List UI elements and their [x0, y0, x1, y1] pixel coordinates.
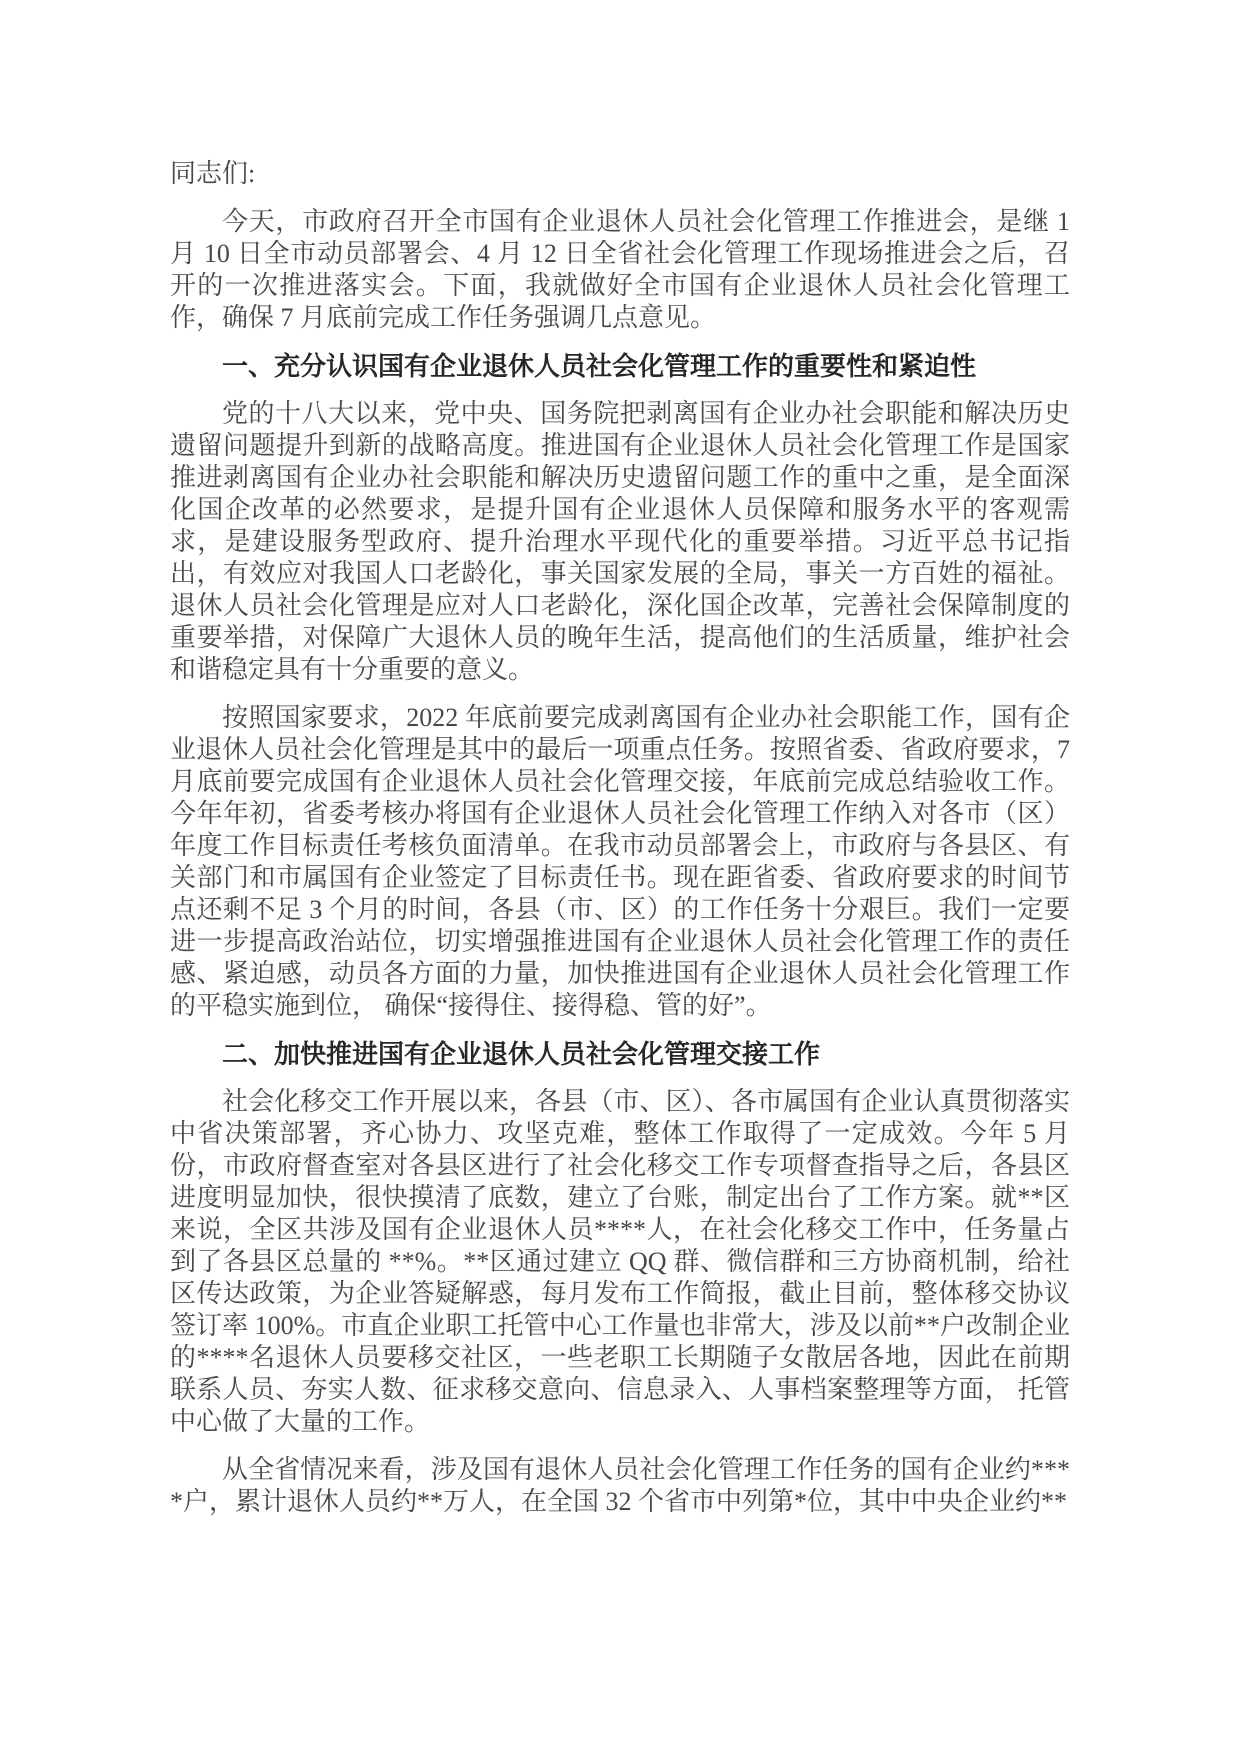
- paragraph-handover-progress: 社会化移交工作开展以来，各县（市、区）、各市属国有企业认真贯彻落实中省决策部署，齐心协力、攻坚克难，整体工作取得了一定成效。今年 5 月份，市政府督查室对各县区进行了社会化移交工作专项督查指导之后，各县区进度明显加快，很快摸清了底数，建立了台账，制定出台了工作方案。就**区来说，全区共涉及国有企业退休人员****人，在社会化移交工作中，任务量占到了各县区总量的 **%。**区通过建立 QQ 群、微信群和三方协商机制，给社区传达政策，为企业答疑解惑，每月发布工作简报，截止目前，整体移交协议签订率 100%。市直企业职工托管中心工作量也非常大，涉及以前**户改制企业的****名退休人员要移交社区，一些老职工长期随子女散居各地，因此在前期联系人员、夯实人数、征求移交意向、信息录入、人事档案整理等方面， 托管中心做了大量的工作。: [170, 1087, 1070, 1436]
- paragraph-importance-2: 按照国家要求，2022 年底前要完成剥离国有企业办社会职能工作，国有企业退休人员社会化管理是其中的最后一项重点任务。按照省委、省政府要求，7 月底前要完成国有企业退休人员社会化管理交接，年底前完成总结验收工作。今年年初，省委考核办将国有企业退休人员社会化管理工作纳入对各市（区）年度工作目标责任考核负面清单。在我市动员部署会上，市政府与各县区、有关部门和市属国有企业签定了目标责任书。现在距省委、省政府要求的时间节点还剩不足 3 个月的时间，各县（市、区）的工作任务十分艰巨。我们一定要进一步提高政治站位，切实增强推进国有企业退休人员社会化管理工作的责任感、紧迫感，动员各方面的力量，加快推进国有企业退休人员社会化管理工作的平稳实施到位， 确保“接得住、接得稳、管的好”。: [170, 703, 1070, 1020]
- paragraph-intro: 今天，市政府召开全市国有企业退休人员社会化管理工作推进会，是继 1 月 10 日全市动员部署会、4 月 12 日全省社会化管理工作现场推进会之后，召开的一次推进落实会。下面，我就做好全市国有企业退休人员社会化管理工作，确保 7 月底前完成工作任务强调几点意见。: [170, 207, 1070, 332]
- section-heading-1: 一、充分认识国有企业退休人员社会化管理工作的重要性和紧迫性: [222, 351, 977, 381]
- paragraph-province-overview: 从全省情况来看，涉及国有退休人员社会化管理工作任务的国有企业约****户，累计退休人员约**万人，在全国 32 个省市中列第*位，其中中央企业约**: [170, 1455, 1070, 1516]
- paragraph-importance-1: 党的十八大以来，党中央、国务院把剥离国有企业办社会职能和解决历史遗留问题提升到新的战略高度。推进国有企业退休人员社会化管理工作是国家推进剥离国有企业办社会职能和解决历史遗留问题工作的重中之重，是全面深化国企改革的必然要求，是提升国有企业退休人员保障和服务水平的客观需求，是建设服务型政府、提升治理水平现代化的重要举措。习近平总书记指出，有效应对我国人口老龄化，事关国家发展的全局，事关一方百姓的福祉。退休人员社会化管理是应对人口老龄化，深化国企改革，完善社会保障制度的重要举措，对保障广大退休人员的晚年生活，提高他们的生活质量，维护社会和谐稳定具有十分重要的意义。: [170, 399, 1070, 684]
- salutation: 同志们:: [170, 159, 256, 188]
- document-body: [170, 158, 1070, 1518]
- section-heading-2: 二、加快推进国有企业退休人员社会化管理交接工作: [222, 1039, 821, 1069]
